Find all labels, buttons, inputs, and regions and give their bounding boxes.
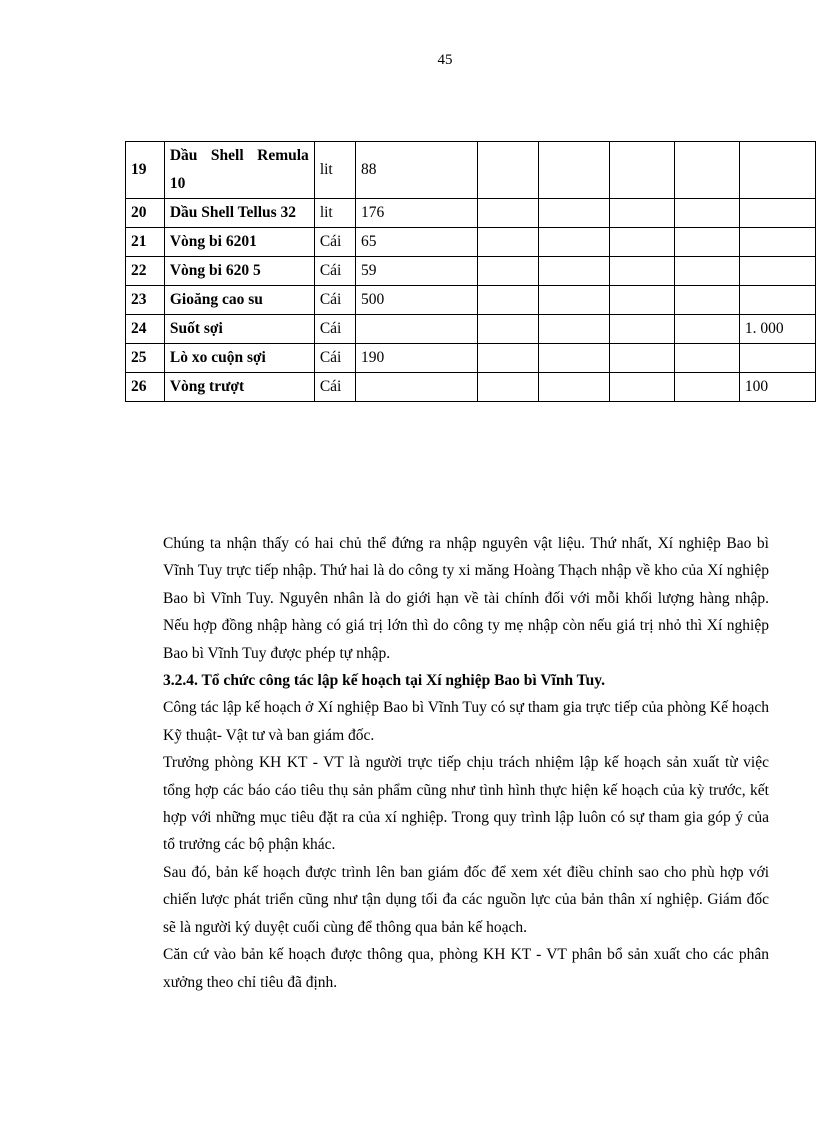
cell-empty <box>674 257 739 286</box>
cell-quantity: 88 <box>356 142 478 199</box>
cell-item-name: Gioăng cao su <box>164 286 314 315</box>
cell-empty <box>609 142 674 199</box>
cell-empty <box>477 199 538 228</box>
cell-empty <box>674 142 739 199</box>
cell-empty <box>477 373 538 402</box>
cell-empty <box>609 344 674 373</box>
cell-unit: lit <box>314 199 355 228</box>
cell-last-column <box>739 344 815 373</box>
cell-item-name: Vòng bi 620 5 <box>164 257 314 286</box>
cell-last-column <box>739 228 815 257</box>
cell-no: 25 <box>126 344 165 373</box>
cell-quantity <box>356 315 478 344</box>
cell-no: 19 <box>126 142 165 199</box>
cell-no: 20 <box>126 199 165 228</box>
cell-no: 26 <box>126 373 165 402</box>
cell-empty <box>477 228 538 257</box>
table-row <box>126 373 816 402</box>
cell-empty <box>539 286 610 315</box>
cell-empty <box>477 315 538 344</box>
paragraph-4: Sau đó, bản kế hoạch được trình lên ban giám đốc để xem xét điều chỉnh sao cho phù hợp với chiến lược phát triển cũng như tận dụng tối đa các nguồn lực của bản thân xí nghiệp. Giám đốc sẽ là người ký duyệt cuối cùng để thông qua bản kế hoạch. <box>163 863 769 936</box>
cell-unit: Cái <box>314 286 355 315</box>
cell-empty <box>674 286 739 315</box>
cell-quantity: 176 <box>356 199 478 228</box>
cell-quantity <box>356 373 478 402</box>
materials-table <box>125 141 816 402</box>
cell-unit: Cái <box>314 373 355 402</box>
cell-empty <box>477 344 538 373</box>
cell-empty <box>539 142 610 199</box>
cell-item-name: Suốt sợi <box>164 315 314 344</box>
cell-empty <box>539 228 610 257</box>
page-number: 45 <box>437 52 453 68</box>
cell-empty <box>609 228 674 257</box>
paragraph-2: Công tác lập kế hoạch ở Xí nghiệp Bao bì Vĩnh Tuy có sự tham gia trực tiếp của phòng Kế hoạch Kỹ thuật- Vật tư và ban giám đốc. <box>163 699 769 744</box>
table-row <box>126 142 816 199</box>
cell-unit: Cái <box>314 315 355 344</box>
cell-last-column <box>739 286 815 315</box>
cell-empty <box>609 286 674 315</box>
cell-empty <box>609 257 674 286</box>
section-heading: 3.2.4. Tổ chức công tác lập kế hoạch tại Xí nghiệp Bao bì Vĩnh Tuy. <box>163 672 605 690</box>
body-text <box>163 530 769 996</box>
cell-item-name: Vòng bi 6201 <box>164 228 314 257</box>
cell-empty <box>674 199 739 228</box>
table-row <box>126 315 816 344</box>
cell-empty <box>477 257 538 286</box>
cell-empty <box>674 344 739 373</box>
table-row <box>126 199 816 228</box>
materials-table-body <box>126 142 816 402</box>
table-row <box>126 344 816 373</box>
cell-empty <box>609 315 674 344</box>
paragraph-1: Chúng ta nhận thấy có hai chủ thể đứng ra nhập nguyên vật liệu. Thứ nhất, Xí nghiệp Bao bì Vĩnh Tuy trực tiếp nhập. Thứ hai là do công ty xi măng Hoàng Thạch nhập về kho của Xí nghiệp Bao bì Vĩnh Tuy. Nguyên nhân là do giới hạn về tài chính đối với mỗi khối lượng hàng nhập. Nếu hợp đồng nhập hàng có giá trị lớn thì do công ty mẹ nhập còn nếu giá trị nhỏ thì Xí nghiệp Bao bì Vĩnh Tuy được phép tự nhập. <box>163 535 769 662</box>
cell-unit: lit <box>314 142 355 199</box>
cell-no: 24 <box>126 315 165 344</box>
cell-empty <box>539 257 610 286</box>
paragraph-5: Căn cứ vào bản kế hoạch được thông qua, phòng KH KT - VT phân bổ sản xuất cho các phân xưởng theo chỉ tiêu đã định. <box>163 946 769 991</box>
cell-empty <box>477 142 538 199</box>
cell-quantity: 190 <box>356 344 478 373</box>
cell-item-name: Vòng trượt <box>164 373 314 402</box>
cell-empty <box>674 228 739 257</box>
cell-empty <box>609 199 674 228</box>
cell-item-name: Lò xo cuộn sợi <box>164 344 314 373</box>
table-row <box>126 286 816 315</box>
cell-no: 22 <box>126 257 165 286</box>
cell-quantity: 65 <box>356 228 478 257</box>
paragraph-3: Trưởng phòng KH KT - VT là người trực tiếp chịu trách nhiệm lập kế hoạch sản xuất từ việc tổng hợp các báo cáo tiêu thụ sản phẩm cũng như tình hình thực hiện kế hoạch của kỳ trước, kết hợp với những mục tiêu đặt ra của xí nghiệp. Trong quy trình lập luôn có sự tham gia góp ý của tổ trưởng các bộ phận khác. <box>163 754 769 854</box>
cell-empty <box>609 373 674 402</box>
cell-unit: Cái <box>314 257 355 286</box>
cell-unit: Cái <box>314 228 355 257</box>
cell-quantity: 59 <box>356 257 478 286</box>
cell-empty <box>674 373 739 402</box>
cell-empty <box>539 344 610 373</box>
cell-last-column: 1. 000 <box>739 315 815 344</box>
cell-no: 23 <box>126 286 165 315</box>
cell-quantity: 500 <box>356 286 478 315</box>
cell-no: 21 <box>126 228 165 257</box>
cell-empty <box>539 373 610 402</box>
cell-item-name: Dầu Shell Remula 10 <box>164 142 314 199</box>
cell-last-column <box>739 142 815 199</box>
cell-last-column <box>739 199 815 228</box>
cell-empty <box>477 286 538 315</box>
cell-last-column: 100 <box>739 373 815 402</box>
cell-item-name: Dầu Shell Tellus 32 <box>164 199 314 228</box>
cell-last-column <box>739 257 815 286</box>
table-row <box>126 257 816 286</box>
table-row <box>126 228 816 257</box>
cell-empty <box>539 199 610 228</box>
cell-empty <box>539 315 610 344</box>
cell-empty <box>674 315 739 344</box>
cell-unit: Cái <box>314 344 355 373</box>
